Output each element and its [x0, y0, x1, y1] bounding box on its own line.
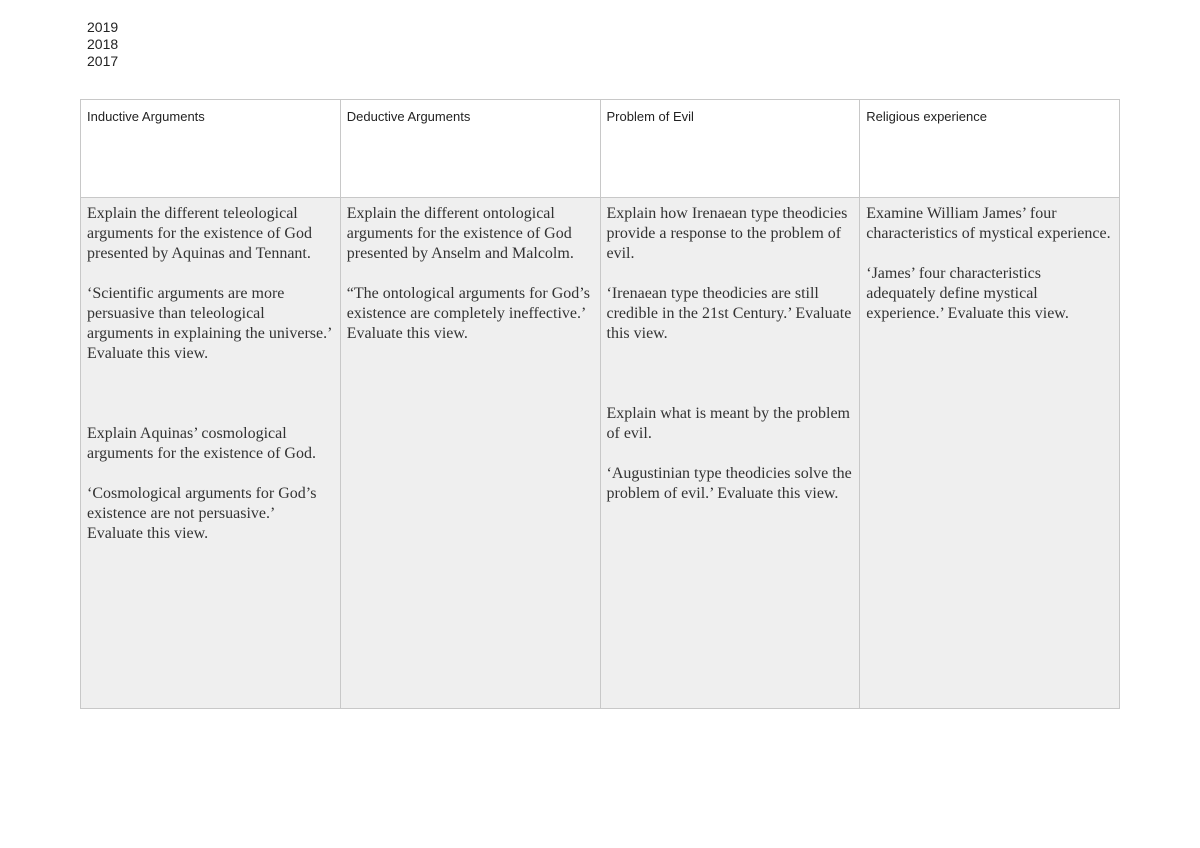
topics-table	[80, 99, 1120, 709]
question-text: Examine William James’ four characteristics of mystical experience.	[866, 205, 1111, 242]
question-text: ‘James’ four characteristics adequately define mystical experience.’ Evaluate this view.	[866, 265, 1069, 322]
question-text: ‘Irenaean type theodicies are still credible in the 21st Century.’ Evaluate this view.	[606, 285, 852, 342]
header-cell-deductive	[340, 100, 600, 198]
year-label: 2018	[87, 36, 119, 52]
questions-cell-religious-experience	[860, 198, 1120, 709]
header-label: Religious experience	[866, 109, 987, 124]
header-cell-religious-experience	[860, 100, 1120, 198]
year-list	[87, 19, 118, 70]
question-text: Explain how Irenaean type theodicies provide a response to the problem of evil.	[606, 205, 848, 262]
question-text: ‘Augustinian type theodicies solve the problem of evil.’ Evaluate this view.	[606, 465, 852, 502]
questions-row	[81, 198, 1120, 709]
header-label: Deductive Arguments	[346, 109, 471, 124]
question-text: Explain the different ontological arguments for the existence of God presented by Anselm and Malcolm.	[346, 205, 574, 262]
header-row	[81, 100, 1120, 198]
question-text: “The ontological arguments for God’s existence are completely ineffective.’ Evaluate this view.	[346, 285, 590, 342]
question-text: Explain the different teleological arguments for the existence of God presented by Aquinas and Tennant.	[87, 205, 312, 262]
header-label: Inductive Arguments	[87, 109, 205, 124]
questions-cell-deductive	[340, 198, 600, 709]
question-text: Explain what is meant by the problem of evil.	[606, 405, 850, 442]
header-cell-inductive	[81, 100, 341, 198]
header-cell-problem-of-evil	[600, 100, 860, 198]
year-label: 2019	[87, 19, 119, 35]
questions-cell-inductive	[81, 198, 341, 709]
header-label: Problem of Evil	[606, 109, 694, 124]
questions-cell-problem-of-evil	[600, 198, 860, 709]
question-text: ‘Scientific arguments are more persuasive than teleological arguments in explaining the universe.’ Evaluate this view.	[87, 285, 332, 362]
question-text: ‘Cosmological arguments for God’s existence are not persuasive.’ Evaluate this view.	[87, 485, 317, 542]
year-label: 2017	[87, 53, 119, 69]
question-text: Explain Aquinas’ cosmological arguments for the existence of God.	[87, 425, 316, 462]
